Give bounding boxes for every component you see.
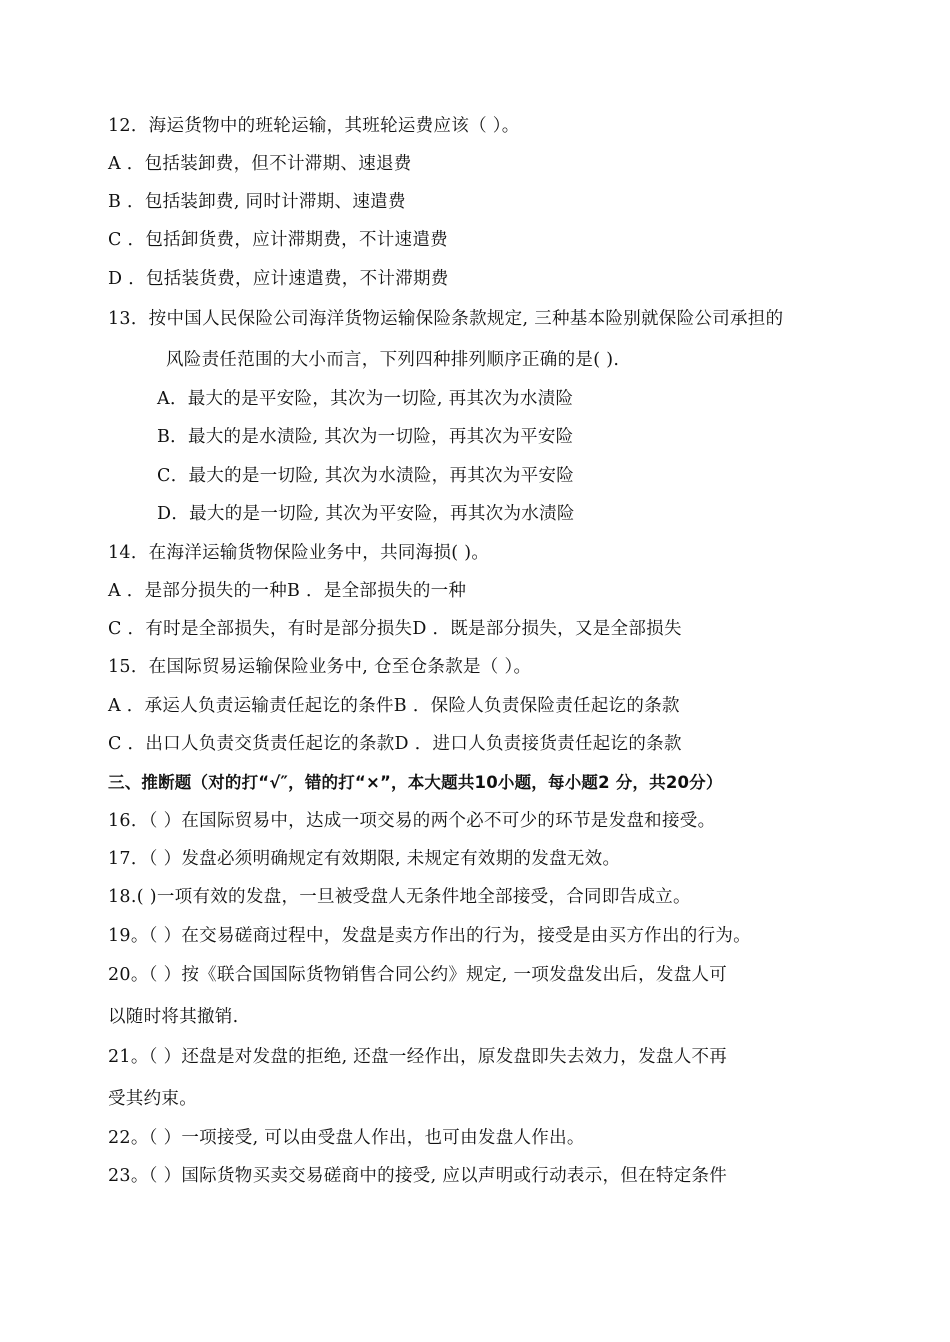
question-21-continued: 受其约束。 bbox=[108, 1089, 197, 1109]
q12-option-c: C ．包括卸货费，应计滞期费，不计速遣费 bbox=[108, 230, 448, 250]
q13-option-c: C．最大的是一切险, 其次为水渍险，再其次为平安险 bbox=[157, 466, 575, 486]
q15-options-ab: A ．承运人负责运输责任起讫的条件B ．保险人负责保险责任起讫的条款 bbox=[108, 696, 680, 716]
question-15: 15．在国际贸易运输保险业务中, 仓至仓条款是（ ）。 bbox=[108, 657, 532, 677]
question-12: 12．海运货物中的班轮运输，其班轮运费应该（ ）。 bbox=[108, 116, 520, 136]
question-22: 22。（ ）一项接受, 可以由受盘人作出，也可由发盘人作出。 bbox=[108, 1128, 585, 1148]
question-20: 20。（ ）按《联合国国际货物销售合同公约》规定, 一项发盘发出后，发盘人可 bbox=[108, 965, 728, 985]
question-18: 18.( )一项有效的发盘，一旦被受盘人无条件地全部接受，合同即告成立。 bbox=[108, 887, 691, 907]
section-heading: 三、推断题（对的打“√″，错的打“×”，本大题共10小题，每小题2 分，共20分） bbox=[108, 773, 723, 792]
question-16: 16．（ ）在国际贸易中，达成一项交易的两个必不可少的环节是发盘和接受。 bbox=[108, 811, 716, 831]
question-13: 13．按中国人民保险公司海洋货物运输保险条款规定, 三种基本险别就保险公司承担的 bbox=[108, 309, 784, 329]
q12-option-a: A ．包括装卸费，但不计滞期、速退费 bbox=[108, 154, 412, 174]
question-20-continued: 以随时将其撤销. bbox=[108, 1007, 239, 1027]
question-19: 19。（ ）在交易磋商过程中，发盘是卖方作出的行为，接受是由买方作出的行为。 bbox=[108, 926, 751, 946]
question-14: 14．在海洋运输货物保险业务中，共同海损( )。 bbox=[108, 543, 490, 563]
q13-option-a: A．最大的是平安险，其次为一切险, 再其次为水渍险 bbox=[157, 389, 574, 409]
question-17: 17．（ ）发盘必须明确规定有效期限, 未规定有效期的发盘无效。 bbox=[108, 849, 621, 869]
q12-option-d: D ．包括装货费，应计速遣费，不计滞期费 bbox=[108, 269, 449, 289]
q14-options-cd: C ．有时是全部损失，有时是部分损失D ．既是部分损失，又是全部损失 bbox=[108, 619, 682, 639]
q15-options-cd: C ．出口人负责交货责任起讫的条款D ．进口人负责接货责任起讫的条款 bbox=[108, 734, 682, 754]
question-23: 23。（ ）国际货物买卖交易磋商中的接受, 应以声明或行动表示，但在特定条件 bbox=[108, 1166, 728, 1186]
q13-option-b: B．最大的是水渍险, 其次为一切险，再其次为平安险 bbox=[157, 427, 574, 447]
q12-option-b: B ．包括装卸费, 同时计滞期、速遣费 bbox=[108, 192, 406, 212]
question-21: 21。（ ）还盘是对发盘的拒绝, 还盘一经作出，原发盘即失去效力，发盘人不再 bbox=[108, 1047, 728, 1067]
q13-option-d: D．最大的是一切险, 其次为平安险，再其次为水渍险 bbox=[157, 504, 575, 524]
question-13-continued: 风险责任范围的大小而言，下列四种排列顺序正确的是( ). bbox=[166, 350, 620, 370]
q14-options-ab: A ．是部分损失的一种B ．是全部损失的一种 bbox=[108, 581, 467, 601]
